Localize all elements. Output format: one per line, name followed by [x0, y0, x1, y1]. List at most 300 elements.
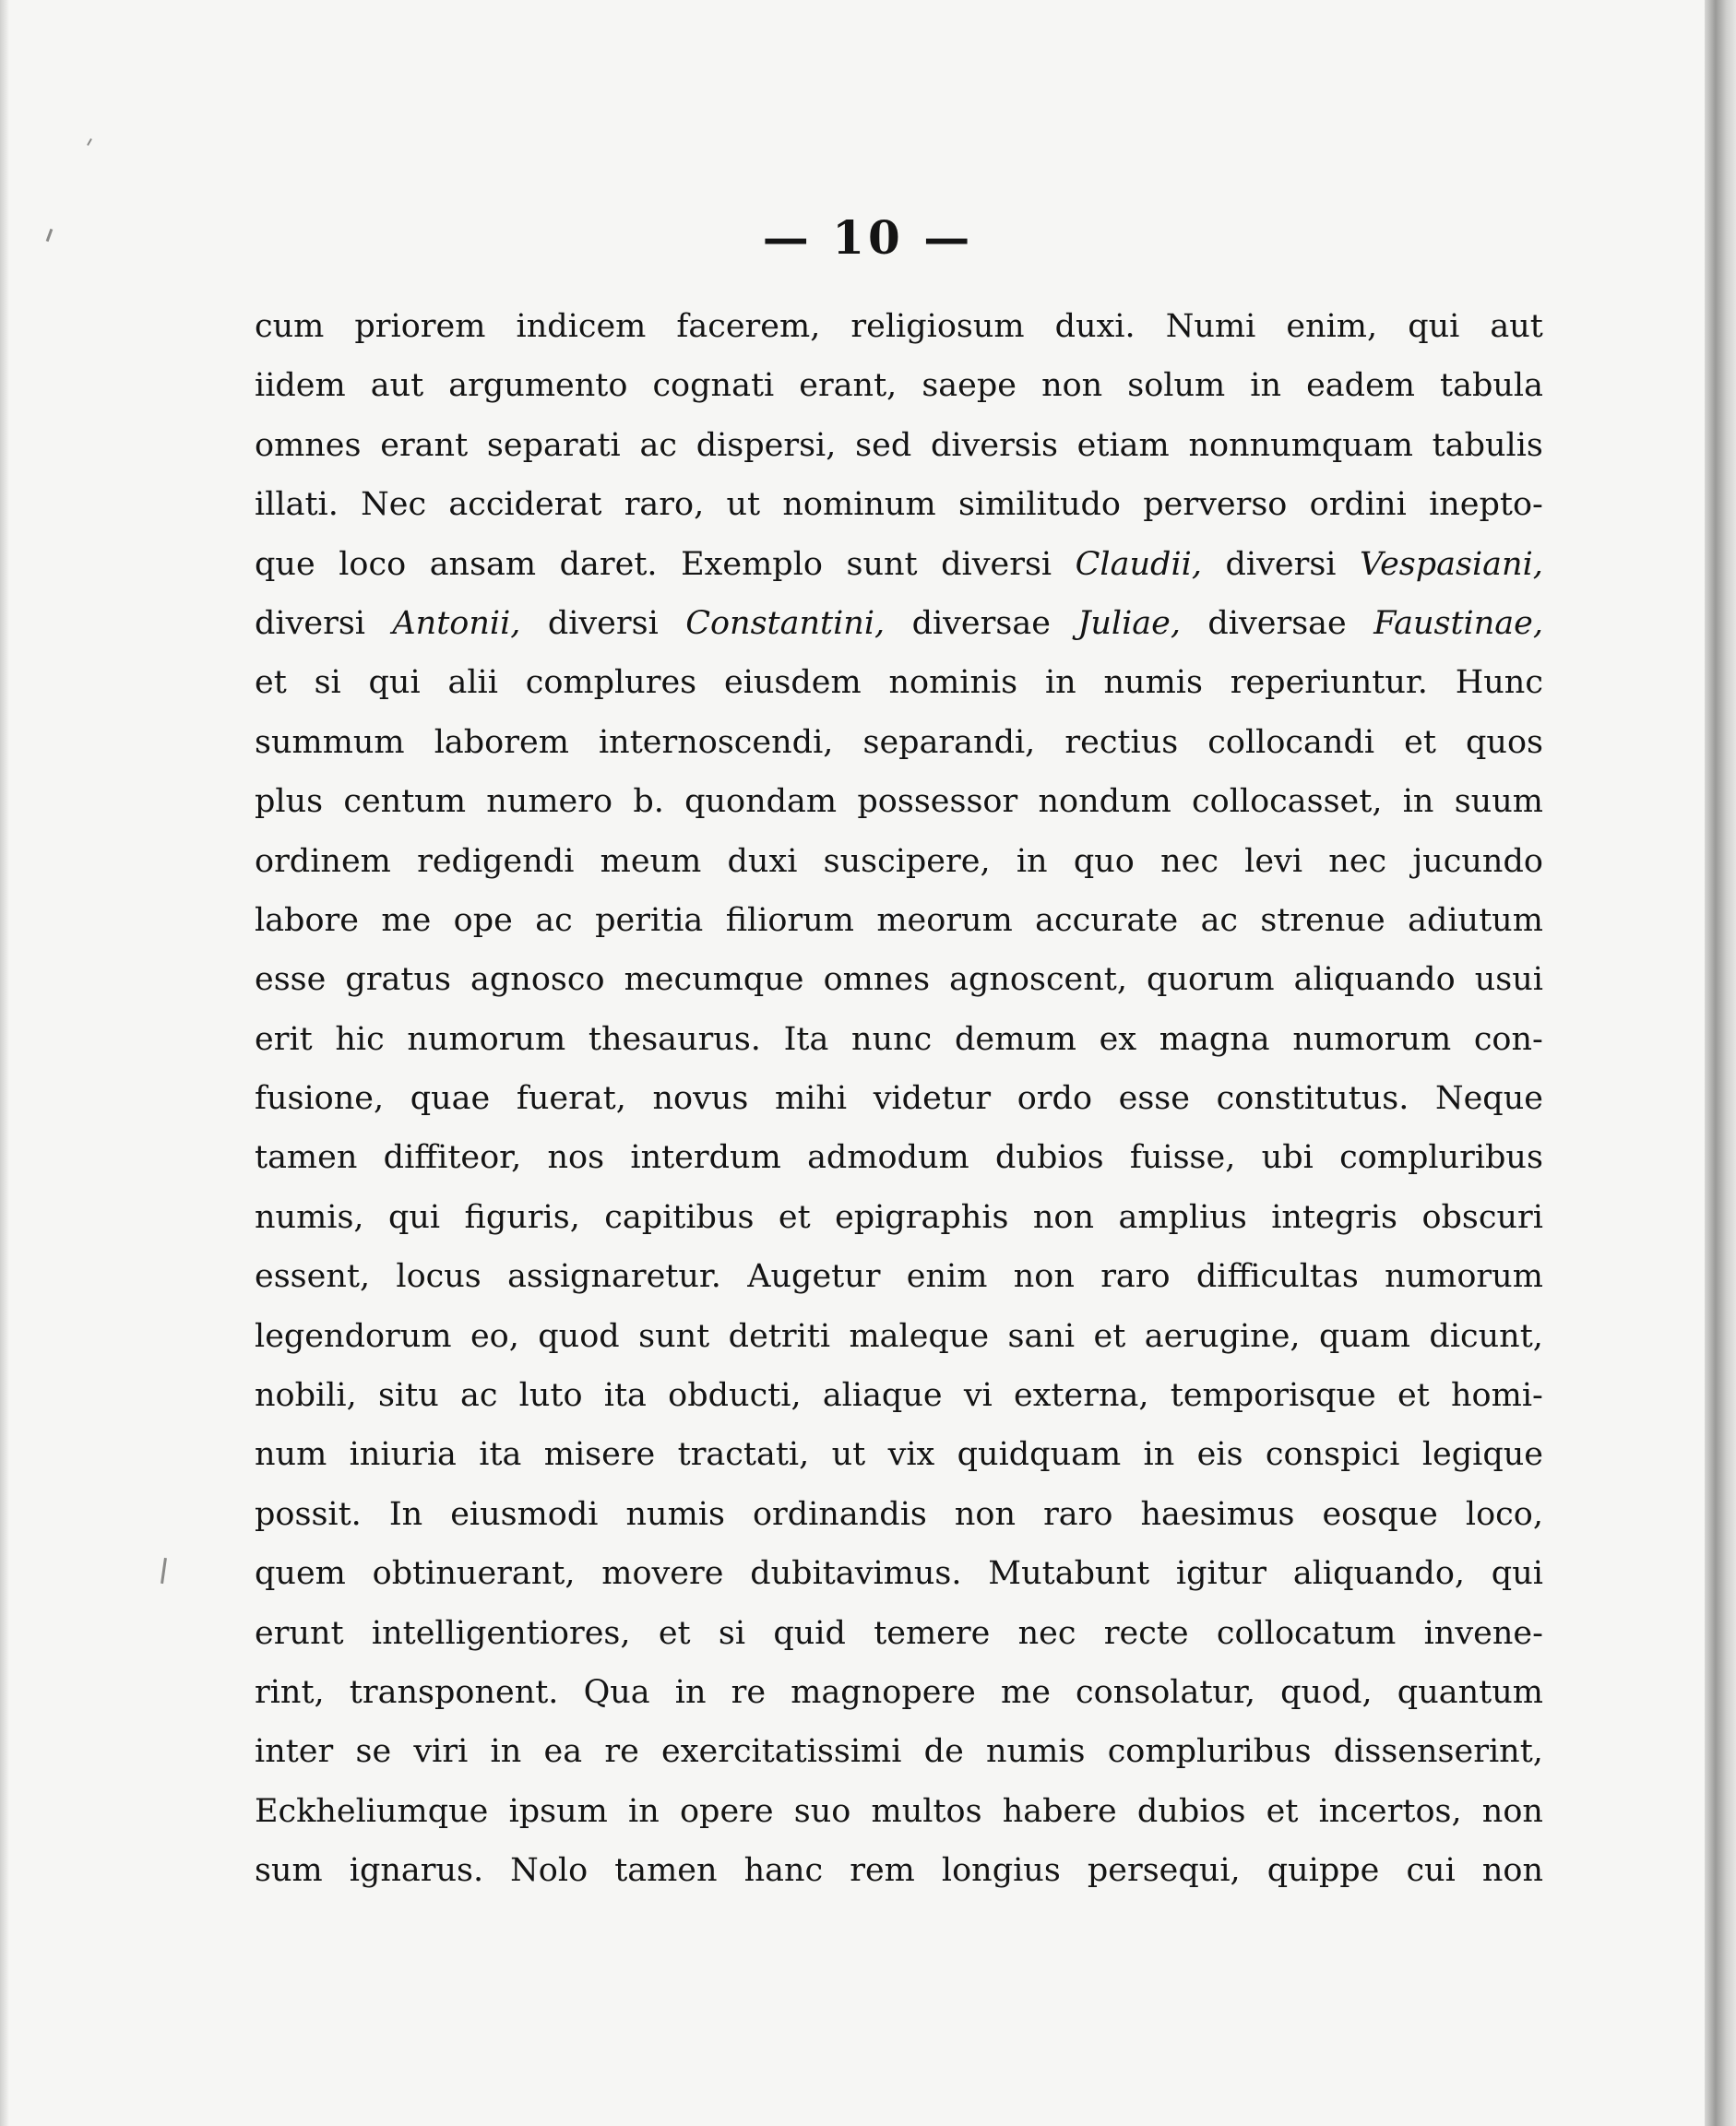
word: tamen: [614, 1852, 718, 1890]
word: Numi: [1165, 308, 1256, 345]
italic-name-word: Vespasiani,: [1360, 545, 1543, 583]
word: dubios: [1136, 1792, 1246, 1830]
word: situ: [377, 1377, 439, 1415]
word: que: [255, 545, 315, 583]
word: vi: [963, 1377, 993, 1415]
word: argumento: [448, 367, 628, 405]
word: non: [1481, 1852, 1543, 1890]
word: quippe: [1266, 1852, 1380, 1890]
text-line: [255, 1010, 1543, 1069]
word: quo: [1073, 842, 1135, 880]
word: tabulis: [1432, 426, 1543, 464]
word: eiusdem: [723, 664, 862, 702]
text-line: [255, 1544, 1543, 1603]
text-line: [255, 1485, 1543, 1544]
word: Qua: [583, 1673, 650, 1711]
word: diversis: [930, 426, 1058, 464]
word: ac: [535, 901, 573, 939]
word: aut: [370, 367, 424, 405]
word: et: [778, 1198, 811, 1236]
word: erit: [255, 1020, 313, 1058]
word: nec: [1328, 842, 1387, 880]
word: possessor: [857, 783, 1018, 821]
word: nec: [1017, 1614, 1076, 1652]
word: religiosum: [850, 308, 1025, 345]
text-line: [255, 1663, 1543, 1722]
word: et: [658, 1614, 691, 1652]
word: temere: [874, 1614, 991, 1652]
word: meorum: [876, 901, 1013, 939]
text-line: [255, 1604, 1543, 1663]
word: diversae: [1207, 604, 1347, 642]
word: diversi: [547, 604, 659, 642]
word: facerem,: [676, 308, 821, 345]
word: raro: [1043, 1495, 1113, 1533]
word: quod: [538, 1317, 620, 1355]
word: levi: [1244, 842, 1303, 880]
word: demum: [954, 1020, 1076, 1058]
word: dispersi,: [696, 426, 837, 464]
word: consolatur,: [1076, 1673, 1255, 1711]
word: aliquando,: [1292, 1555, 1466, 1593]
word: Neque: [1434, 1080, 1543, 1118]
word: in: [1044, 664, 1076, 702]
word: Nolo: [510, 1852, 589, 1890]
word: loco,: [1465, 1495, 1543, 1533]
word: multos: [871, 1792, 982, 1830]
word: suo: [793, 1792, 851, 1830]
text-line: [255, 1307, 1543, 1366]
word: assignaretur.: [507, 1258, 721, 1296]
text-line: [255, 1722, 1543, 1781]
word: sed: [855, 426, 912, 464]
word: cui: [1406, 1852, 1456, 1890]
word: ac: [459, 1377, 498, 1415]
word: obducti,: [668, 1377, 802, 1415]
word: capitibus: [604, 1198, 755, 1236]
word: maleque: [849, 1317, 990, 1355]
word: ope: [453, 901, 513, 939]
text-line: [255, 1069, 1543, 1128]
word: filiorum: [725, 901, 854, 939]
word: inter: [255, 1733, 334, 1771]
word: me: [1001, 1673, 1051, 1711]
text-line: [255, 356, 1543, 415]
word: quondam: [684, 783, 838, 821]
word: qui: [387, 1198, 441, 1236]
word: nominis: [888, 664, 1018, 702]
word: luto: [518, 1377, 583, 1415]
word: legendorum: [255, 1317, 452, 1355]
word: nominum: [782, 486, 936, 524]
word: fuisse,: [1129, 1139, 1236, 1177]
word: ubi: [1261, 1139, 1314, 1177]
word: ita: [479, 1436, 522, 1474]
word: eis: [1196, 1436, 1243, 1474]
word: eo,: [470, 1317, 519, 1355]
word: iniuria: [349, 1436, 457, 1474]
word: viri: [413, 1733, 469, 1771]
word: quid: [773, 1614, 846, 1652]
word: enim,: [1286, 308, 1378, 345]
word: agnoscent,: [949, 961, 1127, 999]
word: si: [718, 1614, 746, 1652]
word: legique: [1421, 1436, 1543, 1474]
word: in: [674, 1673, 707, 1711]
word: ea: [543, 1733, 583, 1771]
word: similitudo: [957, 486, 1121, 524]
word: difficultas: [1195, 1258, 1359, 1296]
word: videtur: [873, 1080, 992, 1118]
italic-name-word: Constantini,: [685, 604, 886, 642]
word: ac: [639, 426, 677, 464]
word: priorem: [354, 308, 486, 345]
text-line: [255, 1128, 1543, 1187]
word: saepe: [922, 367, 1017, 405]
word: collocatum: [1216, 1614, 1397, 1652]
word: sum: [255, 1852, 323, 1890]
word: dubitavimus.: [750, 1555, 962, 1593]
word: Mutabunt: [988, 1555, 1150, 1593]
word: jucundo: [1412, 842, 1543, 880]
word: vix: [887, 1436, 935, 1474]
text-line: [255, 535, 1543, 594]
word: et: [1397, 1377, 1430, 1415]
text-line: [255, 1366, 1543, 1425]
word: illati.: [255, 486, 339, 524]
word: sunt: [638, 1317, 710, 1355]
word: nobili,: [255, 1377, 357, 1415]
word: aut: [1490, 308, 1543, 345]
word: numis,: [255, 1198, 364, 1236]
word: centum: [343, 783, 467, 821]
word: non: [1032, 1198, 1095, 1236]
word: locus: [396, 1258, 482, 1296]
word: se: [355, 1733, 392, 1771]
word: et: [1404, 723, 1436, 761]
word: ipsum: [508, 1792, 608, 1830]
word: raro: [1100, 1258, 1171, 1296]
word: num: [255, 1436, 327, 1474]
word: re: [731, 1673, 767, 1711]
word: ordinandis: [752, 1495, 927, 1533]
word: rem: [850, 1852, 915, 1890]
word: admodum: [807, 1139, 969, 1177]
word: et: [1093, 1317, 1126, 1355]
word: suum: [1454, 783, 1543, 821]
word: fuerat,: [516, 1080, 626, 1118]
word: ansam: [429, 545, 537, 583]
word: peritia: [595, 901, 704, 939]
word: labore: [255, 901, 359, 939]
word: numorum: [1385, 1258, 1543, 1296]
word: externa,: [1014, 1377, 1149, 1415]
text-line: [255, 832, 1543, 891]
page-right-edge-shadow: [1705, 0, 1736, 2126]
word: con-: [1473, 1020, 1543, 1058]
word: essent,: [255, 1258, 371, 1296]
word: Exemplo: [681, 545, 823, 583]
word: mecumque: [624, 961, 804, 999]
word: qui: [1408, 308, 1460, 345]
word: diversi: [1225, 545, 1337, 583]
text-line: [255, 1247, 1543, 1306]
word: aerugine,: [1144, 1317, 1301, 1355]
word: fusione,: [255, 1080, 385, 1118]
word: non: [1013, 1258, 1075, 1296]
word: solum: [1127, 367, 1226, 405]
word: meum: [600, 842, 702, 880]
word: erant: [380, 426, 469, 464]
word: constitutus.: [1216, 1080, 1409, 1118]
word: intelligentiores,: [371, 1614, 631, 1652]
word: in: [1016, 842, 1048, 880]
word: in: [1402, 783, 1434, 821]
word: ordinem: [255, 842, 391, 880]
page-left-edge: [0, 0, 9, 2126]
body-text: [255, 297, 1543, 1901]
word: interdum: [630, 1139, 781, 1177]
word: re: [604, 1733, 639, 1771]
word: In: [388, 1495, 423, 1533]
text-line: [255, 1425, 1543, 1484]
word: quos: [1466, 723, 1543, 761]
italic-name-word: Antonii,: [392, 604, 521, 642]
word: obtinuerant,: [372, 1555, 576, 1593]
word: hic: [335, 1020, 385, 1058]
word: invene-: [1423, 1614, 1543, 1652]
word: longius: [941, 1852, 1061, 1890]
word: ordini: [1309, 486, 1407, 524]
word: erant,: [799, 367, 898, 405]
word: persequi,: [1087, 1852, 1241, 1890]
word: nondum: [1038, 783, 1171, 821]
word: in: [1250, 367, 1282, 405]
word: summum: [255, 723, 405, 761]
word: enim: [906, 1258, 988, 1296]
word: alii: [447, 664, 498, 702]
word: diversae: [911, 604, 1051, 642]
word: me: [381, 901, 432, 939]
word: b.: [633, 783, 664, 821]
word: erunt: [255, 1614, 344, 1652]
word: ita: [603, 1377, 647, 1415]
word: sani: [1007, 1317, 1076, 1355]
word: diversi: [941, 545, 1052, 583]
word: esse: [1118, 1080, 1190, 1118]
word: magnopere: [791, 1673, 976, 1711]
word: diffiteor,: [383, 1139, 522, 1177]
word: ordo: [1017, 1080, 1093, 1118]
word: numorum: [1292, 1020, 1452, 1058]
word: sunt: [846, 545, 918, 583]
word: acciderat: [448, 486, 602, 524]
text-line: [255, 297, 1543, 356]
word: habere: [1002, 1792, 1117, 1830]
word: mihi: [774, 1080, 848, 1118]
word: numorum: [407, 1020, 566, 1058]
word: opere: [679, 1792, 774, 1830]
word: igitur: [1175, 1555, 1267, 1593]
word: Hunc: [1455, 664, 1543, 702]
word: rectius: [1064, 723, 1179, 761]
word: suscipere,: [823, 842, 991, 880]
word: eosque: [1322, 1495, 1438, 1533]
word: detriti: [728, 1317, 831, 1355]
word: usui: [1474, 961, 1543, 999]
word: ac: [1200, 901, 1239, 939]
word: separati: [486, 426, 621, 464]
word: plus: [255, 783, 324, 821]
word: in: [628, 1792, 660, 1830]
word: redigendi: [417, 842, 575, 880]
word: ut: [831, 1436, 866, 1474]
word: eadem: [1306, 367, 1415, 405]
word: nec: [1160, 842, 1219, 880]
word: collocasset,: [1192, 783, 1383, 821]
word: haesimus: [1140, 1495, 1295, 1533]
text-line: [255, 1782, 1543, 1841]
word: quantum: [1397, 1673, 1543, 1711]
word: quem: [255, 1555, 346, 1593]
word: quidquam: [957, 1436, 1122, 1474]
text-line: [255, 475, 1543, 534]
word: numis: [986, 1733, 1086, 1771]
word: Eckheliumque: [255, 1792, 489, 1830]
word: temporisque: [1170, 1377, 1376, 1415]
word: nos: [547, 1139, 605, 1177]
word: si: [314, 664, 341, 702]
word: perverso: [1143, 486, 1288, 524]
word: quam: [1318, 1317, 1410, 1355]
word: quae: [410, 1080, 491, 1118]
word: indicem: [516, 308, 647, 345]
word: compluribus: [1339, 1139, 1543, 1177]
word: ignarus.: [349, 1852, 484, 1890]
word: dissenserint,: [1333, 1733, 1543, 1771]
word: recte: [1103, 1614, 1189, 1652]
word: numis: [625, 1495, 725, 1533]
word: adiutum: [1408, 901, 1543, 939]
word: numis: [1103, 664, 1203, 702]
word: transponent.: [349, 1673, 559, 1711]
text-line: [255, 950, 1543, 1009]
word: Ita: [783, 1020, 829, 1058]
word: ut: [726, 486, 761, 524]
word: exercitatissimi: [661, 1733, 902, 1771]
word: hanc: [743, 1852, 824, 1890]
word: incertos,: [1318, 1792, 1462, 1830]
word: complures: [525, 664, 697, 702]
word: nonnumquam: [1188, 426, 1413, 464]
word: obscuri: [1421, 1198, 1543, 1236]
text-line: [255, 891, 1543, 950]
word: Augetur: [747, 1258, 881, 1296]
word: et: [1266, 1792, 1299, 1830]
word: separandi,: [862, 723, 1036, 761]
word: dubios: [995, 1139, 1104, 1177]
text-line: [255, 653, 1543, 712]
text-line: [255, 416, 1543, 475]
word: rint,: [255, 1673, 325, 1711]
word: loco: [339, 545, 407, 583]
word: amplius: [1118, 1198, 1247, 1236]
text-line: [255, 1841, 1543, 1900]
stray-mark: [161, 1558, 167, 1584]
word: novus: [652, 1080, 749, 1118]
word: ex: [1099, 1020, 1137, 1058]
word: non: [1041, 367, 1103, 405]
stray-mark: [87, 138, 92, 146]
word: figuris,: [464, 1198, 580, 1236]
word: possit.: [255, 1495, 362, 1533]
word: laborem: [434, 723, 569, 761]
word: daret.: [559, 545, 658, 583]
word: de: [923, 1733, 964, 1771]
word: in: [490, 1733, 522, 1771]
word: tractati,: [677, 1436, 810, 1474]
word: accurate: [1035, 901, 1179, 939]
word: non: [1481, 1792, 1543, 1830]
word: strenue: [1260, 901, 1385, 939]
word: esse: [255, 961, 327, 999]
word: magna: [1159, 1020, 1270, 1058]
word: dicunt,: [1429, 1317, 1543, 1355]
word: agnosco: [470, 961, 605, 999]
word: tabula: [1440, 367, 1543, 405]
word: thesaurus.: [588, 1020, 761, 1058]
word: compluribus: [1107, 1733, 1312, 1771]
word: aliquando: [1293, 961, 1456, 999]
word: misere: [543, 1436, 656, 1474]
word: movere: [601, 1555, 724, 1593]
word: numero: [486, 783, 613, 821]
word: tamen: [255, 1139, 358, 1177]
word: omnes: [823, 961, 931, 999]
word: homi-: [1451, 1377, 1543, 1415]
word: aliaque: [822, 1377, 943, 1415]
word: epigraphis: [835, 1198, 1009, 1236]
text-line: [255, 713, 1543, 772]
word: omnes: [255, 426, 362, 464]
word: diversi: [255, 604, 365, 642]
word: reperiuntur.: [1230, 664, 1428, 702]
italic-name-word: Juliae,: [1077, 604, 1181, 642]
word: et: [255, 664, 287, 702]
word: in: [1143, 1436, 1175, 1474]
italic-name-word: Faustinae,: [1373, 604, 1543, 642]
word: integris: [1271, 1198, 1398, 1236]
text-line: [255, 772, 1543, 831]
word: duxi: [727, 842, 798, 880]
word: qui: [368, 664, 421, 702]
word: iidem: [255, 367, 346, 405]
italic-name-word: Claudii,: [1075, 545, 1202, 583]
word: quorum: [1147, 961, 1275, 999]
word: raro,: [624, 486, 705, 524]
word: quod,: [1280, 1673, 1373, 1711]
word: Nec: [361, 486, 427, 524]
word: nunc: [851, 1020, 933, 1058]
word: gratus: [345, 961, 451, 999]
word: internoscendi,: [598, 723, 834, 761]
word: inepto-: [1429, 486, 1543, 524]
word: non: [954, 1495, 1017, 1533]
word: cognati: [652, 367, 775, 405]
text-line: [255, 1188, 1543, 1247]
word: cum: [255, 308, 325, 345]
word: collocandi: [1207, 723, 1375, 761]
